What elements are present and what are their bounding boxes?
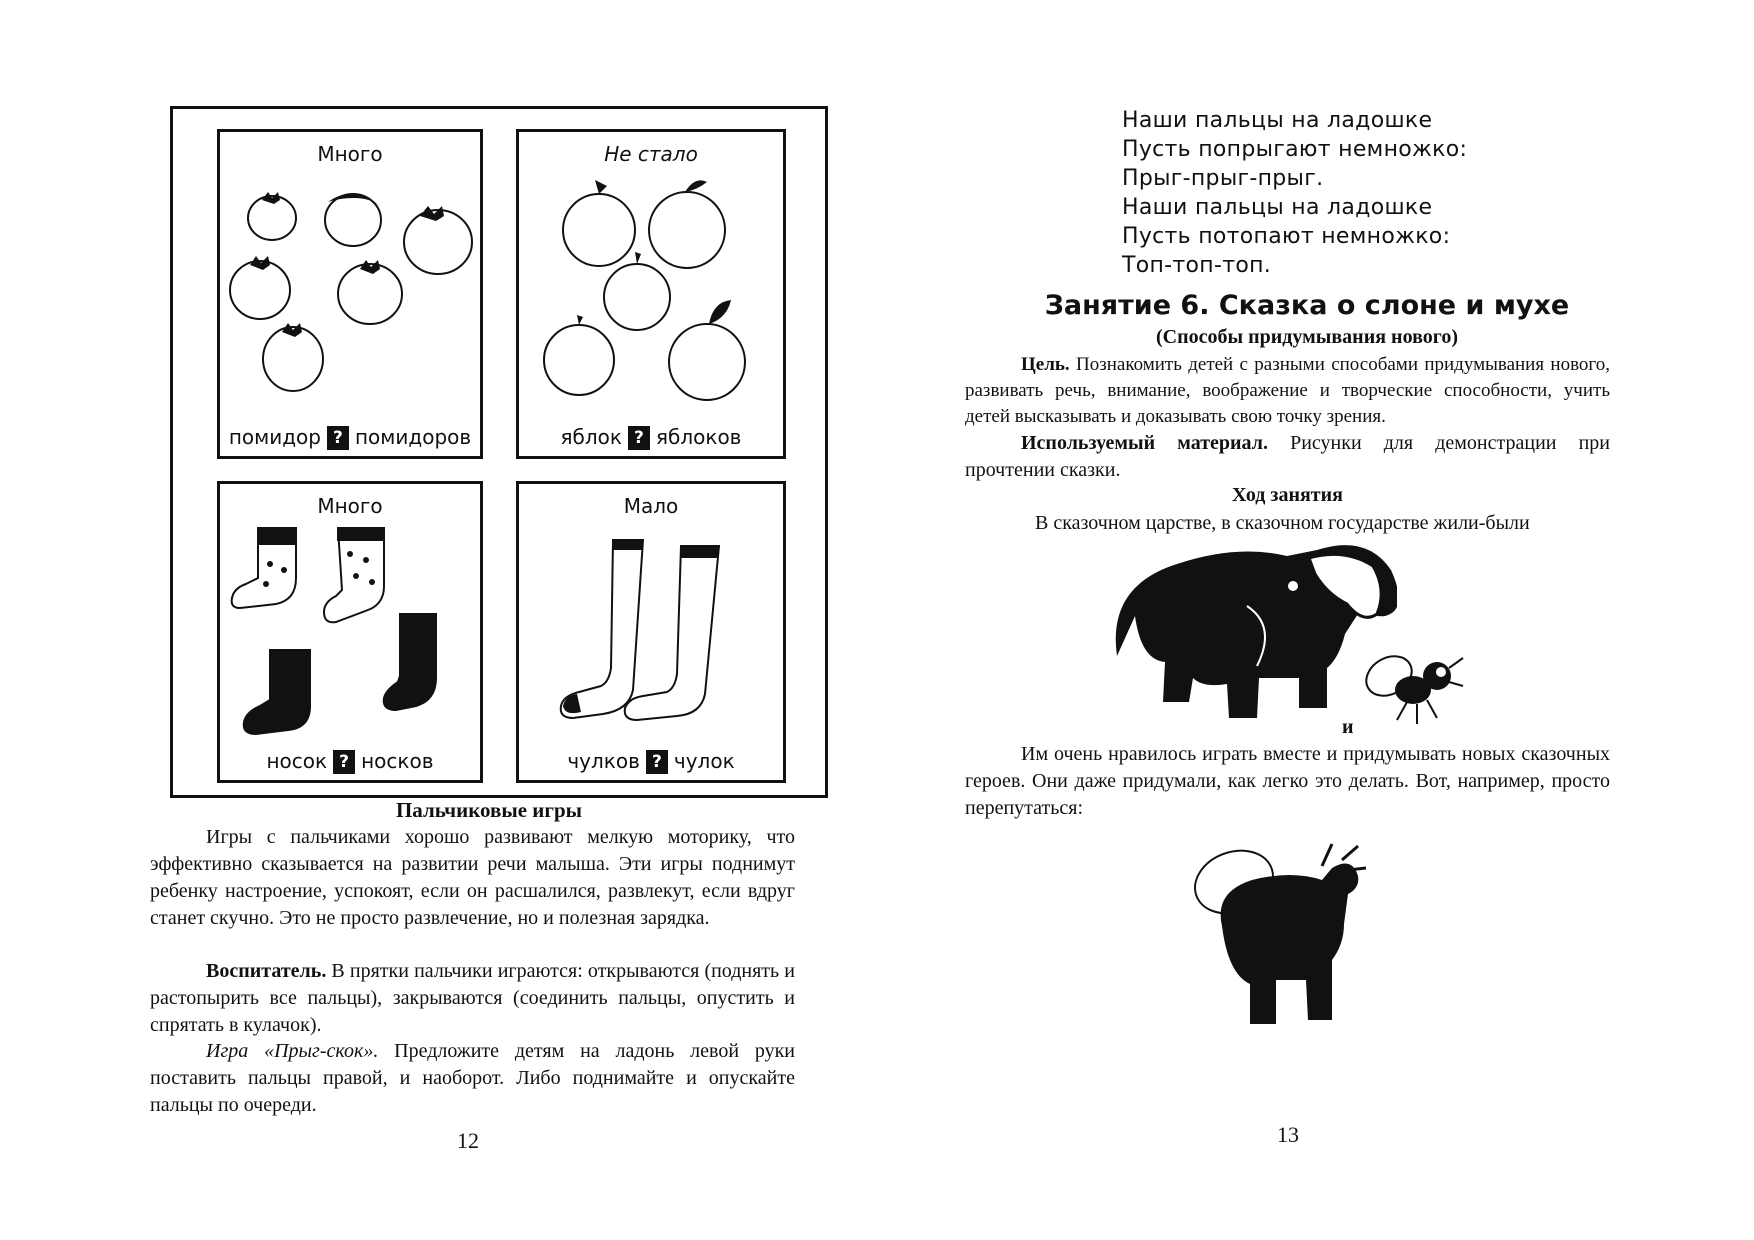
section-title: Пальчиковые игры <box>395 798 583 822</box>
right-page <box>877 0 1754 1240</box>
apples-illustration <box>519 132 789 462</box>
tomatoes-illustration <box>220 132 486 462</box>
panel-tomatoes <box>217 129 483 459</box>
panel-title: Много <box>317 142 383 166</box>
goal-label: Цель. <box>1021 354 1070 375</box>
panel-title: Не стало <box>604 142 698 166</box>
question-mark-box: ? <box>333 750 355 774</box>
material-text: Рисунки для демонстрации при прочтении сказки. <box>965 432 1611 481</box>
panel-apples <box>516 129 786 459</box>
page-number: 13 <box>1277 1122 1299 1147</box>
caption-singular: помидор <box>228 424 321 449</box>
fly-illustration <box>1357 634 1467 734</box>
question-mark-box: ? <box>628 426 650 450</box>
paragraph-educator <box>150 958 795 1039</box>
stockings-illustration <box>519 484 789 786</box>
caption-plural: яблоков <box>655 424 742 449</box>
paragraph-finger-games: Игры с пальчиками хорошо развивают мелкую моторику, что эффективно сказывается на развитии речи малыша. Эти игры поднимут ребенку настроение, успокоят, если он расшалился, развлекут, если вдруг станет скучно. Это не просто развлечение, но и полезная зарядка. <box>150 826 795 929</box>
progress-title: Ход занятия <box>1232 484 1343 506</box>
elephant-illustration <box>1097 536 1397 734</box>
caption-singular: чулков <box>567 748 640 773</box>
panel-caption <box>519 425 783 451</box>
poem <box>1122 106 1467 280</box>
caption-singular: носок <box>266 748 328 773</box>
and-word: и <box>1342 716 1354 738</box>
material-label: Используемый материал. <box>1021 432 1268 454</box>
poem-line: Наши пальцы на ладошке <box>1122 195 1433 220</box>
paragraph-game <box>150 1038 795 1119</box>
caption-plural: носков <box>361 748 434 773</box>
poem-line: Топ-топ-топ. <box>1122 253 1272 278</box>
poem-line: Прыг-прыг-прыг. <box>1122 166 1324 191</box>
question-mark-box: ? <box>327 426 349 450</box>
panel-caption <box>220 749 480 775</box>
panel-caption <box>519 749 783 775</box>
educator-text: В прятки пальчики играются: открываются (поднять и растопырить все пальцы), закрываются (соединить пальцы, опустить и спрятать в кулачок). <box>150 960 795 1036</box>
panel-stockings <box>516 481 786 783</box>
question-mark-box: ? <box>646 750 668 774</box>
panel-title: Мало <box>623 494 679 518</box>
paragraph-goal <box>965 352 1610 430</box>
game-label: Игра «Прыг-скок». <box>206 1040 379 1062</box>
game-text: Предложите детям на ладонь левой руки поставить пальцы правой, и наоборот. Либо поднимайте и опускайте пальцы по очереди. <box>150 1040 796 1116</box>
poem-line: Наши пальцы на ладошке <box>1122 108 1433 133</box>
panel-caption <box>220 425 480 451</box>
paragraph-material <box>965 430 1610 484</box>
paragraph-after: Им очень нравилось играть вместе и придумывать новых сказочных героев. Они даже придумали, как легко это делать. Вот, например, просто перепутаться: <box>965 743 1610 819</box>
poem-line: Пусть потопают немножко: <box>1122 224 1451 249</box>
goal-text: Познакомить детей с разными способами придумывания нового, развивать речь, внимание, воображение и творческие способности, учить детей высказывать и доказывать свою точку зрения. <box>965 354 1610 427</box>
elephant-fly-illustration <box>1172 826 1372 1040</box>
caption-plural: помидоров <box>354 424 472 449</box>
intro-line: В сказочном царстве, в сказочном государстве жили-были <box>1035 512 1530 534</box>
panel-socks <box>217 481 483 783</box>
lesson-title: Занятие 6. Сказка о слоне и мухе <box>1044 290 1570 321</box>
illustration-grid <box>170 106 828 798</box>
panel-title: Много <box>317 494 383 518</box>
lesson-subtitle: (Способы придумывания нового) <box>1156 326 1458 348</box>
poem-line: Пусть попрыгают немножко: <box>1122 137 1468 162</box>
caption-singular: яблок <box>560 424 622 449</box>
caption-plural: чулок <box>673 748 735 773</box>
educator-label: Воспитатель. <box>206 960 327 982</box>
socks-illustration <box>220 484 486 786</box>
page-number: 12 <box>457 1128 479 1153</box>
